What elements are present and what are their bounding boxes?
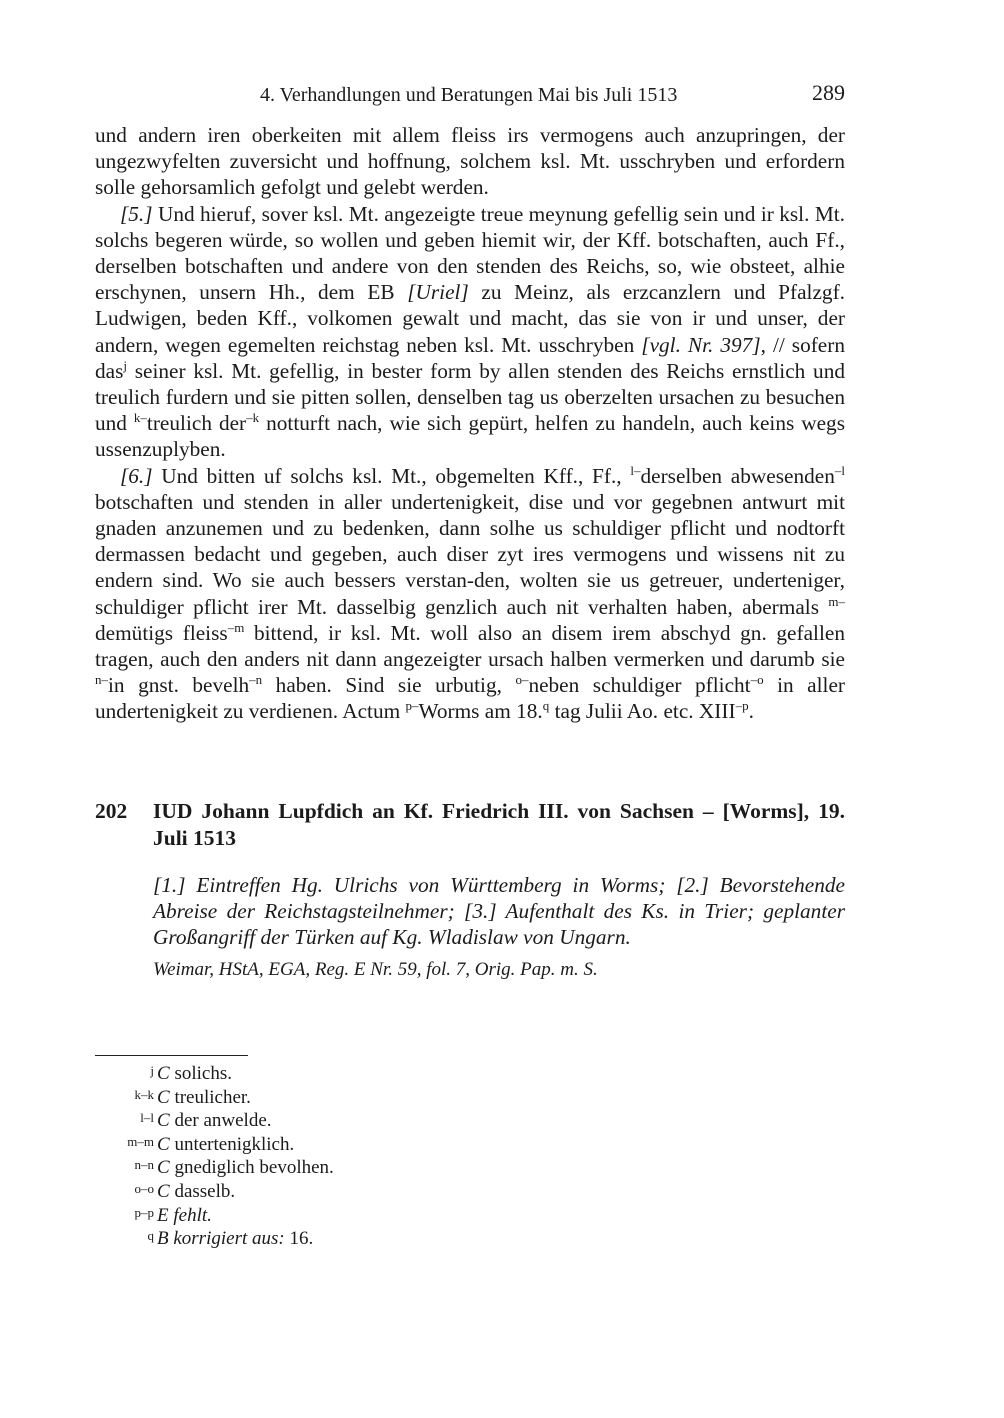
editorial-reference: [vgl. Nr. 397] xyxy=(641,332,761,357)
running-head xyxy=(95,80,845,110)
paragraph-text: demütigs fleiss xyxy=(95,620,228,645)
main-text xyxy=(95,122,845,725)
paragraph-text: neben schuldiger pflicht xyxy=(528,673,751,698)
paragraph-text: derselben abwesenden xyxy=(640,463,835,488)
paragraph-5 xyxy=(95,201,845,463)
footnote-text: 16. xyxy=(284,1228,314,1250)
document-summary: [1.] Eintreffen Hg. Ulrichs von Württemberg in Worms; [2.] Bevorstehende Abreise der Reichstagsteilnehmer; [3.] Aufenthalt des Ks. in Trier; geplanter Großangriff der Türken auf Kg. Wladislaw von Ungarn. xyxy=(153,873,845,950)
section-marker: [6.] xyxy=(120,463,153,488)
footnotes xyxy=(95,1062,595,1251)
paragraph-text: in gnst. bevelh xyxy=(108,673,250,698)
footnote-label: j xyxy=(150,1063,154,1078)
footnote-label: k–k xyxy=(134,1086,154,1102)
footnote-mark: j xyxy=(123,357,128,373)
footnote-mark: m– xyxy=(828,593,845,609)
footnote-text: solichs. xyxy=(169,1063,232,1084)
footnote-mark: –k xyxy=(246,410,260,426)
footnote-text: gnediglich bevolhen. xyxy=(169,1157,334,1179)
footnote xyxy=(95,1204,595,1228)
footnote-label: q xyxy=(147,1228,154,1244)
footnote-mark: –o xyxy=(750,672,764,688)
footnote-label: n–n xyxy=(134,1157,154,1173)
paragraph-text: seiner ksl. Mt. gefellig, in bester form by allen stenden des Reichs ernstlich und treulich furdern und sie pitten sollen, denselben tag us oberzelten ursachen zu besuchen und xyxy=(95,358,845,436)
footnote-siglum: C xyxy=(157,1133,170,1155)
footnote-siglum: B korrigiert aus: xyxy=(157,1228,285,1250)
running-head-title: 4. Verhandlungen und Beratungen Mai bis Juli 1513 xyxy=(260,84,678,106)
paragraph-text: botschaften und stenden in aller undertenigkeit, dise und vor gegebnen antwurt mit gnaden anzunemen und zu bedenken, dann solhe us schuldiger pflicht und nodtorft dermassen bedacht und gegeben, auch diser zyt ires vermogens und wissens nit zu endern sind. Wo sie auch bessers verstan-den, wolten sie us getreuer, underteniger, schuldiger pflicht irer Mt. dasselbig genzlich auch nit verhalten haben, abermals xyxy=(95,489,845,619)
footnote-siglum: C xyxy=(157,1157,170,1179)
footnote-divider xyxy=(95,1055,248,1056)
paragraph-text: , // sofern das xyxy=(95,332,845,383)
footnote-label: m–m xyxy=(127,1133,154,1149)
paragraph-text: Und hieruf, sover ksl. Mt. angezeigte treue meynung gefellig sein und ir ksl. Mt. solchs begeren würde, so wollen und geben hiemit wir, der Kff. botschaften, auch Ff., derselben botschaften und andere von den stenden des Reichs, so, wie obsteet, alhie erschynen, unsern Hh., dem EB xyxy=(95,201,845,305)
footnote-mark: l– xyxy=(630,462,641,478)
footnote-text: treulicher. xyxy=(169,1086,251,1108)
paragraph-text: notturft nach, wie sich gepürt, helfen zu handeln, auch keins wegs ussenzuplyben. xyxy=(95,411,845,462)
footnote-siglum: C xyxy=(157,1063,170,1084)
section-marker: [5.] xyxy=(120,201,153,226)
footnote xyxy=(95,1109,595,1133)
footnote-siglum: C xyxy=(157,1180,170,1202)
footnote-mark: –p xyxy=(735,698,749,714)
footnote-label: o–o xyxy=(134,1180,154,1196)
footnote-siglum: C xyxy=(157,1110,170,1132)
paragraph-text: haben. Sind sie urbutig, xyxy=(262,673,516,698)
document-number: 202 xyxy=(95,799,128,823)
paragraph-text: tag Julii Ao. etc. XIII xyxy=(549,699,736,724)
footnote-mark: –m xyxy=(227,619,245,635)
paragraph-6 xyxy=(95,463,845,725)
paragraph-text: zu Meinz, als erzcanzlern und Pfalzgf. Ludwigen, beden Kff., volkomen gewalt und macht, das sie von ir und unser, der andern, wegen egemelten reichstag neben ksl. Mt. usschryben xyxy=(95,280,845,357)
footnote-mark: n– xyxy=(95,672,108,688)
footnote xyxy=(95,1133,595,1157)
footnote-text: der anwelde. xyxy=(169,1110,272,1132)
footnote-label: p–p xyxy=(134,1204,154,1220)
footnote-mark: q xyxy=(542,698,550,714)
paragraph-text: in aller undertenigkeit zu verdienen. Actum xyxy=(95,673,846,724)
footnote-text: untertenigklich. xyxy=(169,1133,295,1155)
footnote xyxy=(95,1086,595,1110)
paragraph-text: bittend, ir ksl. Mt. woll also an disem irem abschyd gn. gefallen tragen, auch den anders nit dann angezeigter ursach halben vermerken und darumb sie xyxy=(95,620,845,672)
footnote-mark: –l xyxy=(834,462,845,478)
paragraph-text: Worms am 18. xyxy=(418,699,543,724)
footnote-mark: o– xyxy=(515,672,529,688)
footnote xyxy=(95,1156,595,1180)
document-title: IUD Johann Lupfdich an Kf. Friedrich III. von Sachsen – [Worms], 19. Juli 1513 xyxy=(153,799,845,850)
footnote-label: l–l xyxy=(140,1110,154,1126)
footnote xyxy=(95,1227,595,1251)
editorial-insertion: [Uriel] xyxy=(407,280,469,305)
paragraph-text: . xyxy=(748,699,754,724)
footnote-mark: k– xyxy=(133,410,147,426)
footnote xyxy=(95,1062,595,1086)
footnote-siglum: E fehlt. xyxy=(157,1204,212,1226)
footnote-mark: p– xyxy=(405,698,419,714)
footnote-text: dasselb. xyxy=(169,1180,236,1202)
paragraph-continuation: und andern iren oberkeiten mit allem fleiss irs vermogens auch anzupringen, der ungezwyfelten zuversicht und hoffnung, solchem ksl. Mt. usschryben und erfordern solle gehorsamlich gefolgt und gelebt werden. xyxy=(95,123,845,200)
paragraph-text: treulich der xyxy=(146,411,247,436)
footnote xyxy=(95,1180,595,1204)
footnote-mark: –n xyxy=(249,672,263,688)
document-source: Weimar, HStA, EGA, Reg. E Nr. 59, fol. 7, Orig. Pap. m. S. xyxy=(153,959,598,980)
footnote-siglum: C xyxy=(157,1086,170,1108)
paragraph-text: Und bitten uf solchs ksl. Mt., obgemelten Kff., Ff., xyxy=(152,463,631,488)
page-number: 289 xyxy=(812,80,845,105)
